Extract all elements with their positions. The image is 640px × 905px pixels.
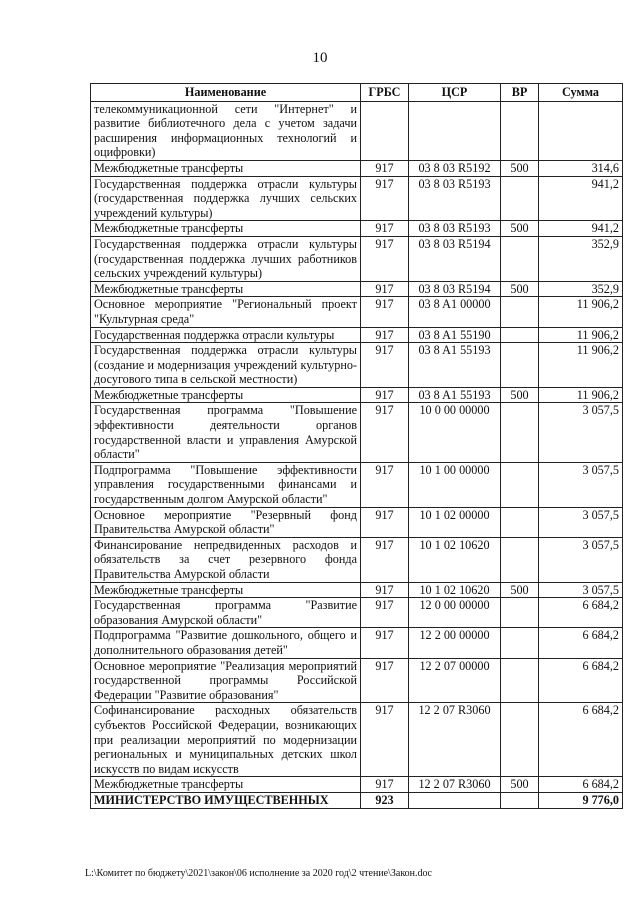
cell-grbs: 917 bbox=[361, 160, 409, 176]
cell-sum: 11 906,2 bbox=[539, 387, 623, 403]
cell-vr: 500 bbox=[501, 582, 539, 598]
cell-name: Подпрограмма "Повышение эффективности управления государственными финансами и государственным долгом Амурской области" bbox=[91, 462, 361, 507]
cell-sum: 6 684,2 bbox=[539, 777, 623, 793]
cell-vr bbox=[501, 507, 539, 537]
cell-csr: 03 8 A1 00000 bbox=[409, 297, 501, 327]
cell-vr: 500 bbox=[501, 777, 539, 793]
budget-table bbox=[90, 83, 623, 809]
table-row bbox=[91, 281, 623, 297]
cell-sum: 6 684,2 bbox=[539, 628, 623, 658]
header-grbs: ГРБС bbox=[361, 84, 409, 102]
cell-sum: 3 057,5 bbox=[539, 403, 623, 462]
cell-sum: 352,9 bbox=[539, 281, 623, 297]
cell-csr: 10 1 02 00000 bbox=[409, 507, 501, 537]
cell-sum: 352,9 bbox=[539, 236, 623, 281]
cell-name: Межбюджетные трансферты bbox=[91, 777, 361, 793]
cell-name: МИНИСТЕРСТВО ИМУЩЕСТВЕННЫХ bbox=[91, 792, 361, 808]
table-row bbox=[91, 792, 623, 808]
cell-csr bbox=[409, 792, 501, 808]
cell-grbs: 917 bbox=[361, 221, 409, 237]
cell-csr: 03 8 A1 55193 bbox=[409, 343, 501, 388]
cell-grbs: 917 bbox=[361, 176, 409, 221]
cell-vr: 500 bbox=[501, 221, 539, 237]
cell-csr: 03 8 03 R5193 bbox=[409, 176, 501, 221]
cell-vr: 500 bbox=[501, 387, 539, 403]
cell-sum: 3 057,5 bbox=[539, 582, 623, 598]
cell-csr: 03 8 03 R5194 bbox=[409, 281, 501, 297]
cell-sum: 941,2 bbox=[539, 176, 623, 221]
header-sum: Сумма bbox=[539, 84, 623, 102]
cell-vr bbox=[501, 327, 539, 343]
header-csr: ЦСР bbox=[409, 84, 501, 102]
cell-csr: 03 8 03 R5192 bbox=[409, 160, 501, 176]
cell-name: Подпрограмма "Развитие дошкольного, общего и дополнительного образования детей" bbox=[91, 628, 361, 658]
cell-name: Межбюджетные трансферты bbox=[91, 160, 361, 176]
cell-sum: 11 906,2 bbox=[539, 343, 623, 388]
cell-grbs: 917 bbox=[361, 343, 409, 388]
cell-grbs bbox=[361, 101, 409, 160]
table-row bbox=[91, 777, 623, 793]
cell-sum: 3 057,5 bbox=[539, 462, 623, 507]
cell-name: Финансирование непредвиденных расходов и обязательств за счет резервного фонда Правительства Амурской области bbox=[91, 537, 361, 582]
cell-name: Государственная программа "Повышение эффективности деятельности органов государственной власти и управления Амурской области" bbox=[91, 403, 361, 462]
table-row bbox=[91, 537, 623, 582]
cell-vr bbox=[501, 628, 539, 658]
cell-csr: 03 8 03 R5193 bbox=[409, 221, 501, 237]
table-row bbox=[91, 598, 623, 628]
header-vr: ВР bbox=[501, 84, 539, 102]
header-name: Наименование bbox=[91, 84, 361, 102]
cell-name: Межбюджетные трансферты bbox=[91, 281, 361, 297]
table-row bbox=[91, 703, 623, 777]
cell-vr bbox=[501, 658, 539, 703]
cell-sum: 3 057,5 bbox=[539, 537, 623, 582]
cell-sum: 314,6 bbox=[539, 160, 623, 176]
cell-grbs: 917 bbox=[361, 387, 409, 403]
cell-csr: 10 1 00 00000 bbox=[409, 462, 501, 507]
cell-name: Межбюджетные трансферты bbox=[91, 221, 361, 237]
cell-csr: 12 2 00 00000 bbox=[409, 628, 501, 658]
table-row bbox=[91, 507, 623, 537]
cell-vr bbox=[501, 598, 539, 628]
table-row bbox=[91, 176, 623, 221]
cell-sum: 941,2 bbox=[539, 221, 623, 237]
cell-vr bbox=[501, 537, 539, 582]
cell-vr bbox=[501, 176, 539, 221]
cell-sum: 6 684,2 bbox=[539, 658, 623, 703]
cell-grbs: 917 bbox=[361, 598, 409, 628]
table-body bbox=[91, 101, 623, 808]
cell-vr: 500 bbox=[501, 281, 539, 297]
cell-csr: 12 2 07 R3060 bbox=[409, 703, 501, 777]
cell-grbs: 917 bbox=[361, 703, 409, 777]
cell-sum: 11 906,2 bbox=[539, 327, 623, 343]
cell-name: Основное мероприятие "Резервный фонд Правительства Амурской области" bbox=[91, 507, 361, 537]
cell-csr: 03 8 03 R5194 bbox=[409, 236, 501, 281]
table-row bbox=[91, 343, 623, 388]
cell-vr bbox=[501, 403, 539, 462]
cell-name: Софинансирование расходных обязательств субъектов Российской Федерации, возникающих при реализации мероприятий по модернизации региональных и муниципальных детских школ искусств по видам искусств bbox=[91, 703, 361, 777]
cell-vr bbox=[501, 792, 539, 808]
cell-name: Основное мероприятие "Реализация мероприятий государственной программы Российской Федерации "Развитие образования" bbox=[91, 658, 361, 703]
cell-sum: 11 906,2 bbox=[539, 297, 623, 327]
cell-name: телекоммуникационной сети "Интернет" и развитие библиотечного дела с учетом задачи расширения информационных технологий и оцифровки) bbox=[91, 101, 361, 160]
table-row bbox=[91, 101, 623, 160]
table-row bbox=[91, 628, 623, 658]
cell-grbs: 917 bbox=[361, 658, 409, 703]
cell-csr: 12 0 00 00000 bbox=[409, 598, 501, 628]
table-row bbox=[91, 403, 623, 462]
cell-grbs: 917 bbox=[361, 628, 409, 658]
cell-vr bbox=[501, 297, 539, 327]
table-row bbox=[91, 387, 623, 403]
cell-sum: 6 684,2 bbox=[539, 598, 623, 628]
cell-sum bbox=[539, 101, 623, 160]
table-row bbox=[91, 462, 623, 507]
file-path-footer: L:\Комитет по бюджету\2021\закон\06 исполнение за 2020 год\2 чтение\Закон.doc bbox=[85, 868, 432, 879]
cell-grbs: 917 bbox=[361, 777, 409, 793]
cell-csr: 03 8 A1 55193 bbox=[409, 387, 501, 403]
cell-vr: 500 bbox=[501, 160, 539, 176]
cell-grbs: 917 bbox=[361, 297, 409, 327]
cell-grbs: 917 bbox=[361, 236, 409, 281]
cell-csr: 10 1 02 10620 bbox=[409, 537, 501, 582]
cell-grbs: 917 bbox=[361, 582, 409, 598]
table-row bbox=[91, 582, 623, 598]
cell-csr: 12 2 07 R3060 bbox=[409, 777, 501, 793]
cell-csr: 10 0 00 00000 bbox=[409, 403, 501, 462]
cell-vr bbox=[501, 101, 539, 160]
cell-sum: 6 684,2 bbox=[539, 703, 623, 777]
cell-name: Государственная поддержка отрасли культуры (создание и модернизация учреждений культурно-досугового типа в сельской местности) bbox=[91, 343, 361, 388]
table-row bbox=[91, 327, 623, 343]
cell-name: Межбюджетные трансферты bbox=[91, 387, 361, 403]
table-row bbox=[91, 297, 623, 327]
cell-name: Государственная программа "Развитие образования Амурской области" bbox=[91, 598, 361, 628]
table-row bbox=[91, 160, 623, 176]
cell-grbs: 917 bbox=[361, 507, 409, 537]
cell-csr: 03 8 A1 55190 bbox=[409, 327, 501, 343]
cell-sum: 3 057,5 bbox=[539, 507, 623, 537]
table-row bbox=[91, 221, 623, 237]
cell-name: Основное мероприятие "Региональный проект "Культурная среда" bbox=[91, 297, 361, 327]
cell-grbs: 917 bbox=[361, 403, 409, 462]
cell-vr bbox=[501, 343, 539, 388]
cell-name: Государственная поддержка отрасли культуры bbox=[91, 327, 361, 343]
cell-vr bbox=[501, 462, 539, 507]
cell-grbs: 923 bbox=[361, 792, 409, 808]
cell-csr: 10 1 02 10620 bbox=[409, 582, 501, 598]
cell-grbs: 917 bbox=[361, 327, 409, 343]
cell-name: Государственная поддержка отрасли культуры (государственная поддержка лучших сельских учреждений культуры) bbox=[91, 176, 361, 221]
cell-name: Государственная поддержка отрасли культуры (государственная поддержка лучших работников сельских учреждений культуры) bbox=[91, 236, 361, 281]
table-row bbox=[91, 236, 623, 281]
cell-vr bbox=[501, 703, 539, 777]
cell-csr: 12 2 07 00000 bbox=[409, 658, 501, 703]
cell-vr bbox=[501, 236, 539, 281]
cell-name: Межбюджетные трансферты bbox=[91, 582, 361, 598]
cell-grbs: 917 bbox=[361, 462, 409, 507]
page-number: 10 bbox=[312, 50, 328, 66]
cell-csr bbox=[409, 101, 501, 160]
table-row bbox=[91, 658, 623, 703]
cell-sum: 9 776,0 bbox=[539, 792, 623, 808]
cell-grbs: 917 bbox=[361, 537, 409, 582]
table-header-row bbox=[91, 84, 623, 102]
cell-grbs: 917 bbox=[361, 281, 409, 297]
